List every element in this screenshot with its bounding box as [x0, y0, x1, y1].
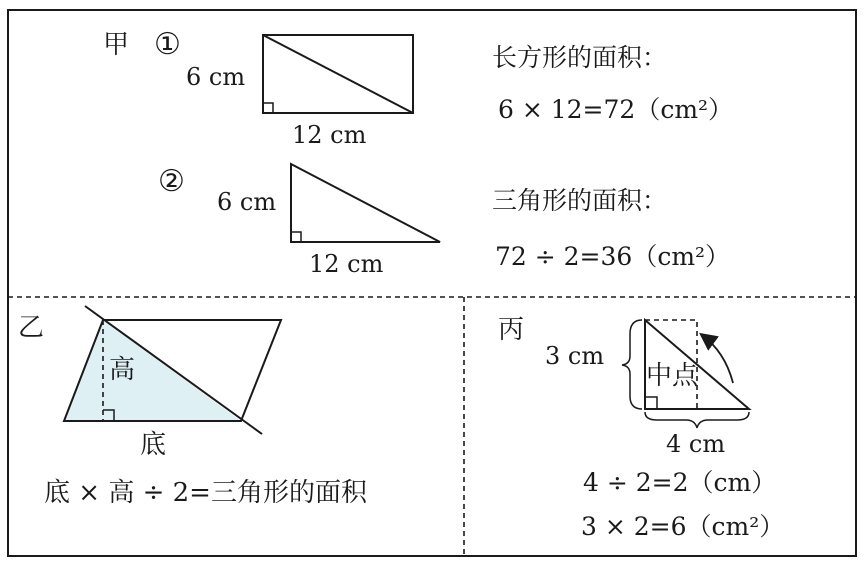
step2-marker: ② — [158, 164, 185, 199]
jia-step2 — [158, 164, 730, 278]
panel-yi-label: 乙 — [18, 313, 45, 343]
panel-bing — [498, 315, 784, 541]
base-brace — [645, 412, 749, 428]
yi-formula: 底 × 高 ÷ 2=三角形的面积 — [44, 478, 367, 508]
triangle-area-caption: 三角形的面积： — [492, 186, 668, 215]
right-angle-mark — [263, 103, 273, 113]
midpoint-label: 中点 — [646, 361, 699, 391]
step1-marker: ① — [154, 27, 181, 62]
base-label: 4 cm — [666, 430, 726, 458]
rectangle-area-formula: 6 × 12=72（cm²） — [498, 95, 734, 124]
panel-jia-label: 甲 — [103, 30, 130, 60]
panel-jia — [103, 27, 733, 278]
rotation-arrow-icon — [702, 335, 733, 383]
bing-formula-1: 4 ÷ 2=2（cm） — [583, 468, 777, 497]
rectangle-height-label: 6 cm — [186, 63, 246, 91]
jia-step1 — [154, 27, 733, 149]
rectangle-diagonal — [263, 35, 413, 113]
triangle-width-label: 12 cm — [309, 250, 384, 278]
rectangle-area-caption: 长方形的面积： — [492, 43, 668, 72]
triangle-shape — [291, 164, 440, 242]
height-brace — [622, 320, 642, 409]
height-label: 3 cm — [545, 342, 605, 370]
right-angle-mark — [291, 232, 301, 242]
height-label: 高 — [109, 355, 136, 385]
base-label: 底 — [140, 430, 167, 460]
triangle-area-formula: 72 ÷ 2=36（cm²） — [495, 242, 731, 271]
bing-formula-2: 3 × 2=6（cm²） — [581, 512, 785, 541]
right-angle-mark — [645, 397, 657, 409]
panel-yi — [18, 306, 368, 508]
panel-bing-label: 丙 — [498, 315, 525, 345]
triangle-height-label: 6 cm — [217, 188, 277, 216]
rectangle-width-label: 12 cm — [292, 121, 367, 149]
shaded-triangle — [64, 320, 241, 421]
